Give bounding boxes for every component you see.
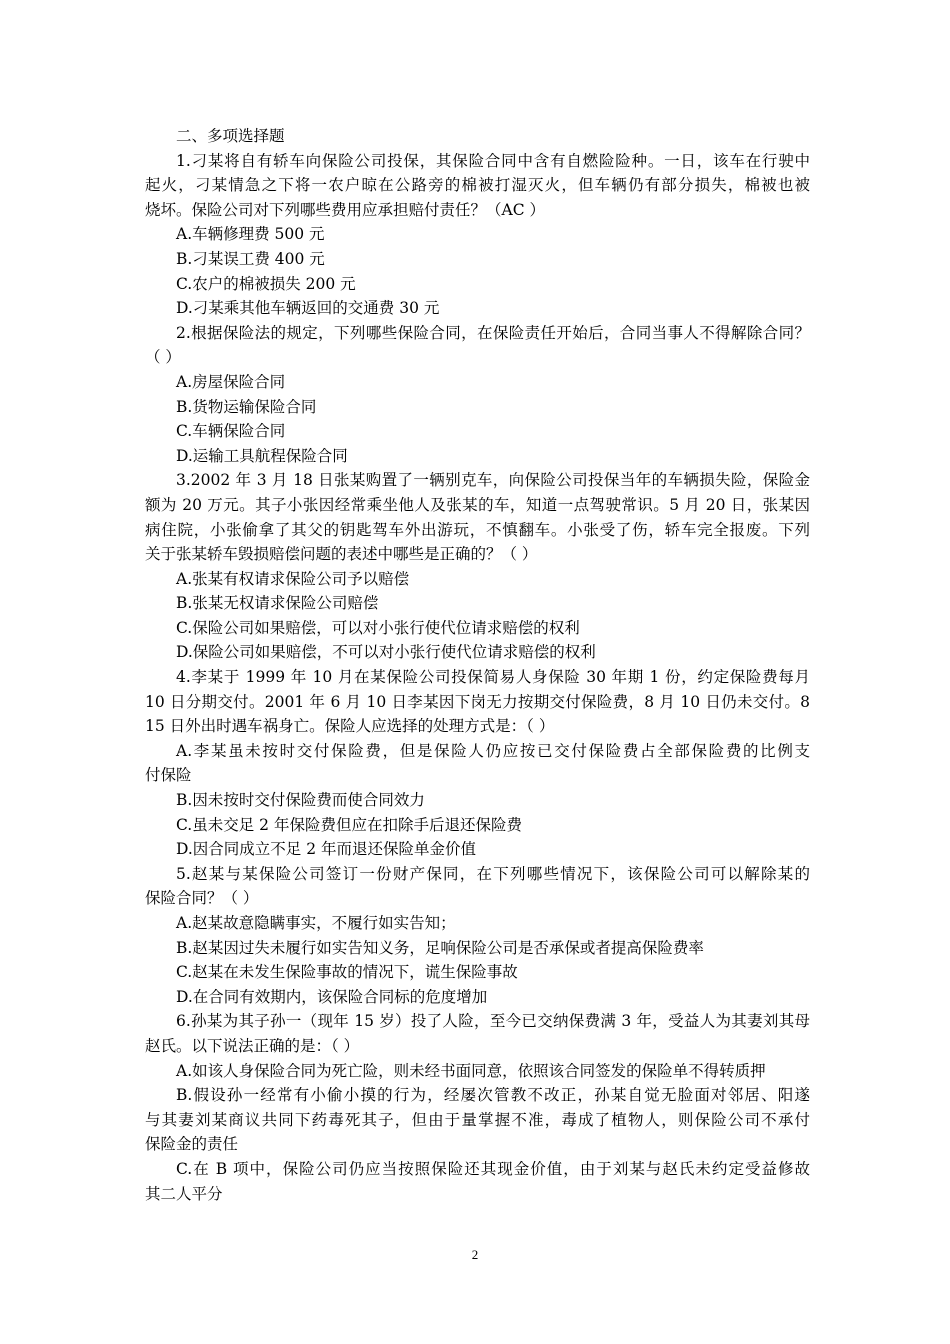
answer-option: [145, 936, 810, 961]
answer-option-line: D.因合同成立不足 2 年而退还保险单金价值: [176, 840, 477, 859]
answer-option: [145, 985, 810, 1010]
answer-option-line: B.刁某误工费 400 元: [176, 249, 325, 268]
question-4: [145, 665, 810, 862]
answer-option-line: 付保险: [145, 766, 192, 785]
answer-option-line: 保险金的责任: [145, 1135, 239, 1154]
question-stem-line: 关于张某轿车毁损赔偿问题的表述中哪些是正确的？（ ）: [145, 545, 538, 564]
answer-option: [145, 788, 810, 813]
answer-option-line: A.房屋保险合同: [176, 372, 286, 391]
answer-option-line: D.运输工具航程保险合同: [176, 446, 348, 465]
document-body: [145, 124, 810, 1206]
answer-option: [145, 296, 810, 321]
answer-option-line: D.刁某乘其他车辆返回的交通费 30 元: [176, 299, 440, 318]
answer-option-line: B.货物运输保险合同: [176, 397, 317, 416]
question-stem-line: 5.赵某与某保险公司签订一份财产保同，在下列哪些情况下，该保险公司可以解除某的: [176, 864, 810, 883]
answer-option: [145, 1083, 810, 1157]
answer-option: [145, 395, 810, 420]
question-stem-line: （ ）: [145, 348, 181, 367]
question-3: [145, 468, 810, 665]
answer-option-line: B.假设孙一经常有小偷小摸的行为，经屡次管教不改正，孙某自觉无脸面对邻居、阳遂: [176, 1086, 810, 1105]
answer-option: [145, 419, 810, 444]
page-number: 2: [471, 1247, 479, 1262]
question-1: [145, 149, 810, 321]
answer-option-line: B.张某无权请求保险公司赔偿: [176, 594, 379, 613]
question-stem-line: 额为 20 万元。其子小张因经常乘坐他人及张某的车，知道一点驾驶常识。5 月 20 日，张某因: [145, 495, 810, 514]
question-6: [145, 1009, 810, 1206]
answer-option-line: A.张某有权请求保险公司予以赔偿: [176, 569, 410, 588]
answer-option: [145, 960, 810, 985]
question-stem-line: 6.孙某为其子孙一（现年 15 岁）投了人险，至今已交纳保费满 3 年，受益人为其妻刘其母: [176, 1012, 810, 1031]
answer-option-line: A.如该人身保险合同为死亡险，则未经书面同意，依照该合同签发的保险单不得转质押: [176, 1061, 766, 1080]
section-title: 二、多项选择题: [176, 127, 285, 145]
answer-option: [145, 370, 810, 395]
answer-option: [145, 640, 810, 665]
question-stem-line: 烧坏。保险公司对下列哪些费用应承担赔付责任？（AC ）: [145, 200, 545, 219]
answer-option-line: C.虽未交足 2 年保险费但应在扣除手后退还保险费: [176, 815, 522, 834]
question-stem-line: 1.刁某将自有轿车向保险公司投保，其保险合同中含有自燃险险种。一日，该车在行驶中: [176, 151, 810, 170]
answer-option-line: D.保险公司如果赔偿，不可以对小张行使代位请求赔偿的权利: [176, 643, 596, 662]
answer-option-line: A.车辆修理费 500 元: [176, 225, 325, 244]
answer-option: [145, 567, 810, 592]
answer-option-line: C.在 B 项中，保险公司仍应当按照保险还其现金价值，由于刘某与赵氏未约定受益修故: [176, 1159, 810, 1178]
question-2: [145, 321, 810, 469]
question-stem-line: 15 日外出时遇车祸身亡。保险人应选择的处理方式是：（ ）: [145, 717, 555, 736]
question-stem-line: 起火，刁某情急之下将一农户晾在公路旁的棉被打湿灭火，但车辆仍有部分损失，棉被也被: [145, 176, 810, 195]
question-stem-line: 保险合同？（ ）: [145, 889, 259, 908]
answer-option: [145, 1059, 810, 1084]
answer-option: [145, 813, 810, 838]
answer-option-line: 其二人平分: [145, 1184, 223, 1203]
answer-option: [145, 837, 810, 862]
answer-option: [145, 247, 810, 272]
answer-option-line: C.农户的棉被损失 200 元: [176, 274, 356, 293]
answer-option-line: A.赵某故意隐瞒事实，不履行如实告知；: [176, 914, 456, 932]
answer-option-line: C.保险公司如果赔偿，可以对小张行使代位请求赔偿的权利: [176, 618, 580, 637]
answer-option-line: 与其妻刘某商议共同下药毒死其子，但由于量掌握不准，毒成了植物人，则保险公司不承付: [145, 1110, 810, 1129]
answer-option-line: B.赵某因过失未履行如实告知义务，足响保险公司是否承保或者提高保险费率: [176, 938, 704, 957]
answer-option-line: D.在合同有效期内，该保险合同标的危度增加: [176, 987, 488, 1006]
question-stem-line: 4.李某于 1999 年 10 月在某保险公司投保简易人身保险 30 年期 1 份，约定保险费每月: [176, 668, 810, 687]
answer-option: [145, 272, 810, 297]
document-page: [145, 124, 810, 1206]
question-stem-line: 赵氏。以下说法正确的是：（ ）: [145, 1036, 360, 1055]
answer-option-line: B.因未按时交付保险费而使合同效力: [176, 791, 425, 810]
answer-option: [145, 739, 810, 788]
question-5: [145, 862, 810, 1010]
question-stem-line: 病住院，小张偷拿了其父的钥匙驾车外出游玩，不慎翻车。小张受了伤，轿车完全报废。下列: [145, 520, 810, 539]
answer-option-line: A.李某虽未按时交付保险费，但是保险人仍应按已交付保险费占全部保险费的比例支: [176, 741, 810, 760]
question-stem-line: 10 日分期交付。2001 年 6 月 10 日李某因下岗无力按期交付保险费，8 月 10 日仍未交付。8: [145, 692, 810, 711]
answer-option: [145, 444, 810, 469]
answer-option: [145, 911, 810, 936]
answer-option: [145, 222, 810, 247]
answer-option: [145, 616, 810, 641]
answer-option: [145, 591, 810, 616]
answer-option-line: C.赵某在未发生保险事故的情况下，谎生保险事故: [176, 963, 518, 982]
question-stem-line: 3.2002 年 3 月 18 日张某购置了一辆别克车，向保险公司投保当年的车辆损失险，保险金: [176, 471, 810, 490]
answer-option-line: C.车辆保险合同: [176, 422, 286, 441]
question-stem-line: 2.根据保险法的规定，下列哪些保险合同，在保险责任开始后，合同当事人不得解除合同？: [176, 323, 810, 342]
answer-option: [145, 1157, 810, 1206]
